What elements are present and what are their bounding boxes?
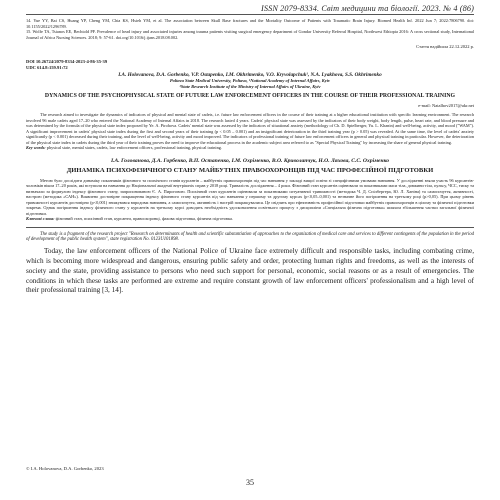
reference-item: 14. Yue YY, Bai CS, Huang YP, Cheng YM, Chia KS, Hsieh YM, et al. The association between Skull Base fractures and the Mortality Outcome of Patients with Traumatic Brain Injury. Biomed Health Inf. 2022 Jun 7; 2022:7806790. doi: 10.1155/2022/1296789. xyxy=(26,18,474,29)
research-note: The study is a fragment of the research project "Research on determinants of health and scientific substantiation of approaches to the organization of medical care and services to different contingents of the population in the period of development of the public health system", state registration No. 0123U101898. xyxy=(26,231,474,243)
contact-email: e-mail: Natalhov2017@ukr.net xyxy=(418,103,474,109)
copyright xyxy=(26,466,104,472)
reference-item: 15. Wolfe TA, Tsianos EE, Bechtold PF. Prevalence of head injury and associated injuries among trauma patients visiting surgical emergency department of Gondar University Referral Hospital, Northwest Ethiopia 2016: A cross sectional study, International Journal of Africa Nursing Sciences. 2018; 9: 57-61. doi.org/10.1016/j.ijans.2018.08.002. xyxy=(26,29,474,40)
affiliation: Poltava State Medical University, Poltava, ¹National Academy of Internal Affairs, Kyiv xyxy=(169,78,331,83)
received-date: Стаття надійшла 22.12.2022 р. xyxy=(416,44,474,49)
article-title-ua: ДИНАМІКА ПСИХОФІЗИЧНОГО СТАНУ МАЙБУТНІХ ПРАВООХОРОНЦІВ ПІД ЧАС ПРОФЕСІЙНОЇ ПІДГОТОВКИ xyxy=(66,166,434,174)
copyright-line: © I.A. Holovanova, D.A. Gorbenko, 2023 xyxy=(26,466,104,471)
doi-line: DOI 10.26724/2079-8334-2023-4-86-35-39 xyxy=(26,59,108,64)
keywords-label: Ключові слова: xyxy=(26,216,55,222)
keywords-label: Key words: xyxy=(26,145,46,151)
udc-line: UDC 614.8:159.91:72 xyxy=(26,64,68,70)
keywords-en xyxy=(26,145,474,151)
section-divider xyxy=(26,227,474,228)
affiliation: ²State Research Institute of the Ministry of Internal Affairs of Ukraine, Kyiv xyxy=(179,83,321,89)
keywords-text: physical state, mental states, cadets, law enforcement officers, professional training, physical training. xyxy=(46,145,222,151)
abstract-en: The research aimed to investigate the dynamics of indicators of physical and mental state of cadets, i.e. future law enforcement officers in the course of their training at a higher educational institution with specific learning environment. The research involved 96 male cadets aged 17–20 who entered the National Academy of Internal Affairs in 2018. The research lasted 4 years. Cadets' physical state was assessed by the indicators of their body weight, body length, pulse, heart rate, and blood pressure and was determined by the formula of the physical state index proposed by Ye. A. Pirohova. Cadets' mental state was assessed by the indicators of situational anxiety (methodology of Ch. D. Spielberger, Yu. L. Khanin) and well-being, activity, and mood ("WAM"). A significant improvement in cadets' physical state index during the first and second years of their training (p < 0.05 – 0.001) and an insignificant deterioration in the third training year (p > 0.05) was revealed. At the same time, the level of cadets' anxiety significantly (p < 0.001) decreased during their training, and the level of well-being, activity and mood improved. The indicators of professional training of future law enforcement officers in general and physical training in particular. However, the deterioration of the physical state index in cadets during the third year of their training proves the need to improve the educational process in the academic subject area referred to as "Special Physical Training" by increasing the share of general physical training. xyxy=(26,112,474,145)
abstract-ua: Метою було дослідити динаміку показників фізичного та психічного станів курсантів – майбутніх правоохоронців під час навчання у закладі вищої освіти зі специфічними умовами навчання. У дослідженні взяли участь 96 курсантів-чоловіків віком 17–20 років, які вступили на навчання до Національної академії внутрішніх справ у 2018 році. Тривалість дослідження – 4 роки. Фізичний стан курсантів оцінювали за показниками маси тіла, довжини тіла, пульсу, ЧСС, тиску та визначали за формулою індексу фізичного стану, запропонованою Є. А. Пироговою. Психічний стан курсантів оцінювали за показниками ситуативної тривожності (методика Ч. Д. Спілбергера, Ю. Л. Ханіна) та самопочуття, активності, настрою (методика «САН»). Виявлено достовірне покращення індексу фізичного стану курсантів під час навчання у першому та другому курсах (p<0,05–0,001) та незначне його погіршення на третьому році (p>0,05). При цьому рівень тривожності курсантів достовірно (p<0,001) знижувався впродовж навчання, а самопочуття, активність і настрій покращувалися. Це свідчить про ефективність професійної підготовки майбутніх правоохоронців в цілому та фізичної підготовки зокрема. Однак погіршення індексу фізичного стану у курсантів на третьому курсі доводить необхідність удосконалення освітнього процесу з дисципліни «Спеціальна фізична підготовка» шляхом збільшення частки загальної фізичної підготовки. xyxy=(26,177,474,216)
authors-ua: І.А. Голованова, Д.А. Горбенко, В.П. Остапенко, І.М. Охріменко, В.О. Криволапчук, Н.О. Ляхова, С.С. Охріменко xyxy=(110,157,390,164)
page-number: 35 xyxy=(246,478,254,487)
authors-en: I.A. Holovanova, D.A. Gorbenko, V.P. Ostapenko, I.M. Okhrimenko, V.O. Kryvolapchuk¹, N.A. Lyakhova, S.S. Okhrimenko xyxy=(118,71,382,78)
article-identifiers xyxy=(26,59,474,71)
journal-header: ISSN 2079-8334. Світ медицини та біології. 2023. № 4 (86) xyxy=(26,4,474,15)
body-paragraph: Today, the law enforcement officers of the National Police of Ukraine face extremely difficult and responsible tasks, including combating crime, which is becoming more widespread and dangerous, ensuring public safety and order, protecting human rights and freedoms, as well as the interests of society and the state, providing assistance to persons who need such support for personal, economic, social reasons or as a result of emergencies. The conditions in which these tasks are performed are extreme and require constant growth of law enforcement officers' professionalism and a high level of their professional training [3, 14]. xyxy=(26,247,474,295)
keywords-text: фізичний стан, психічний стан, курсанти, правоохоронці, фахова підготовка, фізична підготовка. xyxy=(55,216,233,222)
keywords-ua xyxy=(26,216,474,222)
article-title-en: DYNAMICS OF THE PSYCHOPHYSICAL STATE OF FUTURE LAW ENFORCEMENT OFFICERS IN THE COURSE OF THEIR PROFESSIONAL TRAINING xyxy=(44,93,456,100)
journal-page xyxy=(26,4,474,496)
reference-list xyxy=(26,18,474,40)
